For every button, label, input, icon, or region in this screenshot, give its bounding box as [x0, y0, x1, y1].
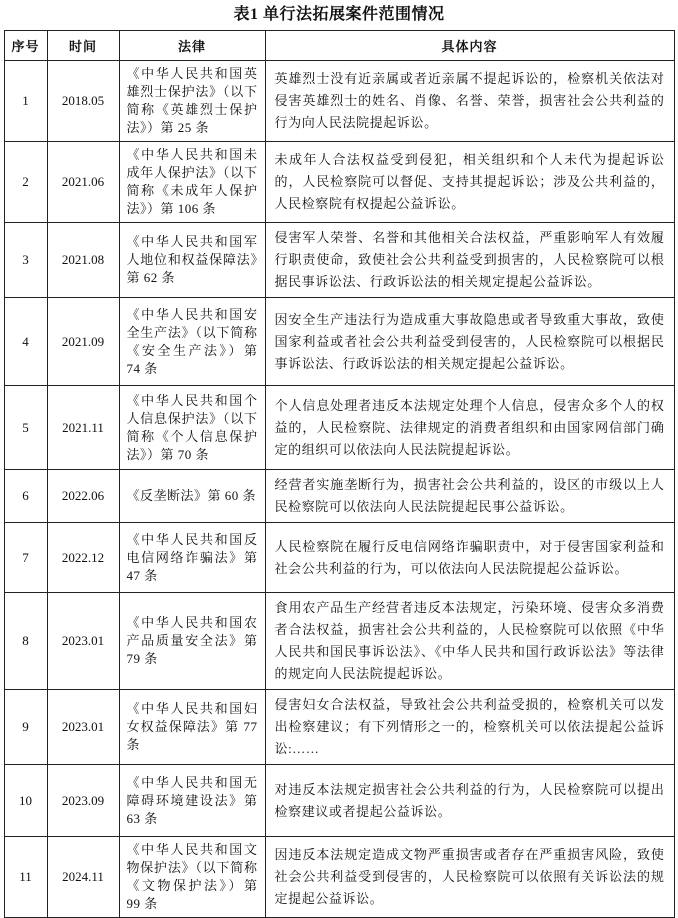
- table-row: [4, 223, 674, 298]
- cell-content: 对违反本法规定损害社会公共利益的行为，人民检察院可以提出检察建议或者提起公益诉讼。: [265, 765, 674, 837]
- cell-law: 《中华人民共和国个人信息保护法》（以下简称《个人信息保护法》）第 70 条: [119, 386, 265, 470]
- cell-date: 2023.01: [47, 593, 119, 690]
- table-row: [4, 837, 674, 918]
- table-row: [4, 142, 674, 223]
- cell-content: 人民检察院在履行反电信网络诈骗职责中，对于侵害国家利益和社会公共利益的行为，可以依法向人民法院提起公益诉讼。: [265, 523, 674, 593]
- table-row: [4, 690, 674, 765]
- cell-date: 2021.06: [47, 142, 119, 223]
- cell-date: 2023.09: [47, 765, 119, 837]
- cell-content: 个人信息处理者违反本法规定处理个人信息，侵害众多个人的权益的，人民检察院、法律规定的消费者组织和由国家网信部门确定的组织可以依法向人民法院提起诉讼。: [265, 386, 674, 470]
- cell-law: 《中华人民共和国农产品质量安全法》第 79 条: [119, 593, 265, 690]
- cell-date: 2022.06: [47, 470, 119, 523]
- cell-content: 因违反本法规定造成文物严重损害或者存在严重损害风险，致使社会公共利益受到侵害的，人民检察院可以依照有关诉讼法的规定提起公益诉讼。: [265, 837, 674, 918]
- cell-law: 《反垄断法》第 60 条: [119, 470, 265, 523]
- cell-content: 经营者实施垄断行为，损害社会公共利益的，设区的市级以上人民检察院可以依法向人民法院提起民事公益诉讼。: [265, 470, 674, 523]
- column-header-law: 法律: [119, 31, 265, 61]
- cell-no: 11: [4, 837, 47, 918]
- cell-law: 《中华人民共和国文物保护法》（以下简称《文物保护法》）第 99 条: [119, 837, 265, 918]
- cell-law: 《中华人民共和国无障碍环境建设法》第 63 条: [119, 765, 265, 837]
- table-row: [4, 470, 674, 523]
- cell-no: 9: [4, 690, 47, 765]
- cell-no: 10: [4, 765, 47, 837]
- cell-content: 侵害妇女合法权益，导致社会公共利益受损的，检察机关可以发出检察建议；有下列情形之一的，检察机关可以依法提起公益诉讼:……: [265, 690, 674, 765]
- cell-content: 食用农产品生产经营者违反本法规定，污染环境、侵害众多消费者合法权益，损害社会公共利益的，人民检察院可以依照《中华人民共和国民事诉讼法》、《中华人民共和国行政诉讼法》等法律的规定向人民法院提起诉讼。: [265, 593, 674, 690]
- cell-content: 英雄烈士没有近亲属或者近亲属不提起诉讼的，检察机关依法对侵害英雄烈士的姓名、肖像、名誉、荣誉，损害社会公共利益的行为向人民法院提起诉讼。: [265, 61, 674, 142]
- column-header-content: 具体内容: [265, 31, 674, 61]
- table-row: [4, 593, 674, 690]
- cell-law: 《中华人民共和国军人地位和权益保障法》第 62 条: [119, 223, 265, 298]
- cell-no: 2: [4, 142, 47, 223]
- cell-law: 《中华人民共和国英雄烈士保护法》（以下简称《英雄烈士保护法》）第 25 条: [119, 61, 265, 142]
- column-header-no: 序号: [4, 31, 47, 61]
- cell-date: 2018.05: [47, 61, 119, 142]
- cell-law: 《中华人民共和国未成年人保护法》（以下简称《未成年人保护法》）第 106 条: [119, 142, 265, 223]
- cell-law: 《中华人民共和国安全生产法》（以下简称《安全生产法》）第 74 条: [119, 298, 265, 386]
- table-header: [4, 31, 674, 61]
- table-row: [4, 765, 674, 837]
- cell-no: 4: [4, 298, 47, 386]
- header-row: [4, 31, 674, 61]
- cell-law: 《中华人民共和国反电信网络诈骗法》第 47 条: [119, 523, 265, 593]
- page-title: 表1 单行法拓展案件范围情况: [233, 6, 445, 23]
- table-row: [4, 61, 674, 142]
- cell-content: 侵害军人荣誉、名誉和其他相关合法权益，严重影响军人有效履行职责使命，致使社会公共利益受到损害的，人民检察院可以根据民事诉讼法、行政诉讼法的相关规定提起公益诉讼。: [265, 223, 674, 298]
- cell-no: 7: [4, 523, 47, 593]
- cell-date: 2024.11: [47, 837, 119, 918]
- cell-date: 2021.11: [47, 386, 119, 470]
- table-row: [4, 298, 674, 386]
- cell-no: 1: [4, 61, 47, 142]
- cell-date: 2021.08: [47, 223, 119, 298]
- cell-date: 2022.12: [47, 523, 119, 593]
- cell-content: 未成年人合法权益受到侵犯，相关组织和个人未代为提起诉讼的，人民检察院可以督促、支持其提起诉讼；涉及公共利益的，人民检察院有权提起公益诉讼。: [265, 142, 674, 223]
- cell-no: 3: [4, 223, 47, 298]
- cell-law: 《中华人民共和国妇女权益保障法》第 77 条: [119, 690, 265, 765]
- column-header-date: 时间: [47, 31, 119, 61]
- cell-no: 5: [4, 386, 47, 470]
- cell-content: 因安全生产违法行为造成重大事故隐患或者导致重大事故，致使国家利益或者社会公共利益受到侵害的，人民检察院可以根据民事诉讼法、行政诉讼法的相关规定提起公益诉讼。: [265, 298, 674, 386]
- cell-no: 6: [4, 470, 47, 523]
- cell-date: 2023.01: [47, 690, 119, 765]
- table-row: [4, 386, 674, 470]
- cases-table: [4, 30, 675, 918]
- table-row: [4, 523, 674, 593]
- cell-no: 8: [4, 593, 47, 690]
- cell-date: 2021.09: [47, 298, 119, 386]
